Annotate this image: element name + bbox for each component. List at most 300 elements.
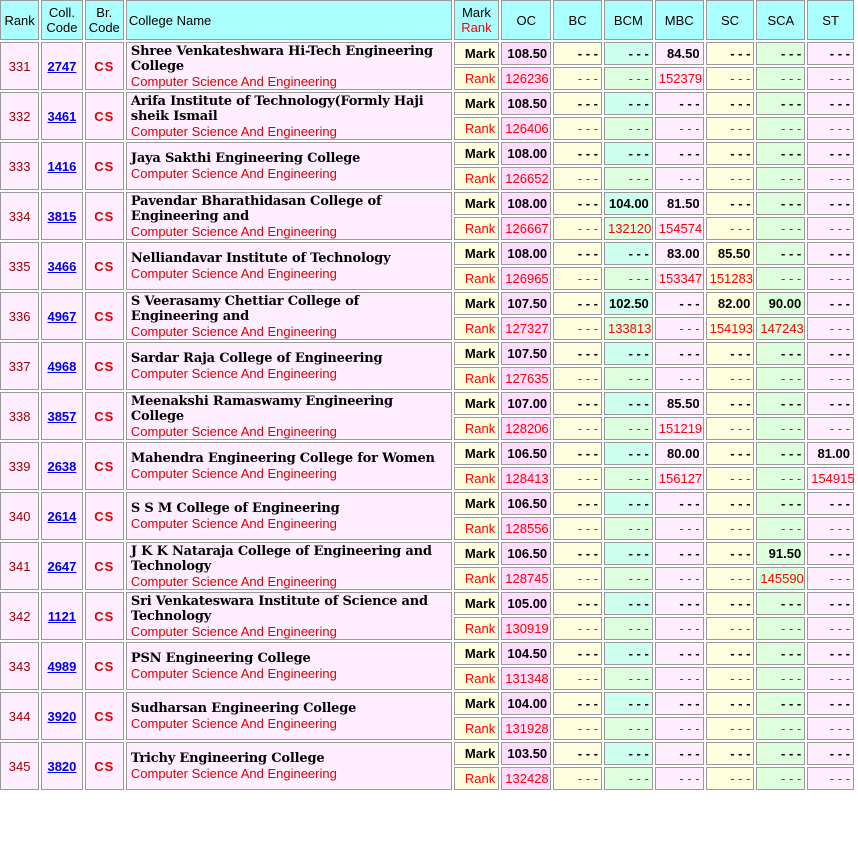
rank-value: - - -	[655, 167, 704, 190]
rank-value: 131928	[501, 717, 551, 740]
header-sc: SC	[706, 0, 755, 40]
college-code-cell	[41, 542, 82, 590]
rank-value: 126236	[501, 67, 551, 90]
college-name-cell	[126, 692, 452, 740]
mark-value: - - -	[553, 42, 602, 65]
mark-value: 103.50	[501, 742, 551, 765]
mark-label: Mark	[454, 492, 500, 515]
rank-value: 127635	[501, 367, 551, 390]
mark-value: 104.00	[604, 192, 653, 215]
college-code-cell	[41, 242, 82, 290]
rank-value: 126667	[501, 217, 551, 240]
college-name-cell	[126, 492, 452, 540]
header-br-code-line1: Br.	[96, 5, 113, 20]
mark-value: 108.00	[501, 192, 551, 215]
branch-code: CS	[85, 342, 124, 390]
mark-value: - - -	[655, 592, 704, 615]
mark-value: - - -	[553, 592, 602, 615]
branch-code: CS	[85, 392, 124, 440]
rank-value: - - -	[553, 167, 602, 190]
rank-value: - - -	[604, 617, 653, 640]
rank-value: 154193	[706, 317, 755, 340]
rank-value: - - -	[655, 567, 704, 590]
rank-value: 130919	[501, 617, 551, 640]
mark-value: - - -	[604, 592, 653, 615]
branch-name: Computer Science And Engineering	[130, 166, 337, 181]
mark-value: 84.50	[655, 42, 704, 65]
branch-code: CS	[85, 542, 124, 590]
mark-value: - - -	[553, 142, 602, 165]
table-row-mark	[0, 292, 854, 315]
branch-code: CS	[85, 42, 124, 90]
header-coll-code-line2: Code	[46, 20, 78, 35]
row-rank: 335	[0, 242, 39, 290]
mark-value: - - -	[604, 242, 653, 265]
header-rank-label: Rank	[461, 20, 492, 35]
branch-code: CS	[85, 142, 124, 190]
rank-value: - - -	[604, 467, 653, 490]
header-br-code	[85, 0, 124, 40]
rank-value: - - -	[553, 667, 602, 690]
mark-value: - - -	[553, 342, 602, 365]
mark-value: - - -	[604, 392, 653, 415]
header-mark: Mark	[462, 5, 491, 20]
mark-value: - - -	[807, 242, 854, 265]
mark-value: - - -	[655, 492, 704, 515]
rank-value: - - -	[553, 617, 602, 640]
mark-value: 106.50	[501, 442, 551, 465]
college-name: Arifa Institute of Technology(Formly Haji sheik Ismail	[130, 93, 424, 124]
mark-value: - - -	[655, 642, 704, 665]
rank-label: Rank	[454, 217, 500, 240]
college-code-link[interactable]: 2638	[47, 458, 77, 474]
branch-code: CS	[85, 292, 124, 340]
rank-value: - - -	[604, 117, 653, 140]
mark-value: - - -	[807, 392, 854, 415]
college-name-cell	[126, 242, 452, 290]
row-rank: 343	[0, 642, 39, 690]
branch-name: Computer Science And Engineering	[130, 516, 337, 531]
college-name: Mahendra Engineering College for Women	[130, 451, 435, 466]
mark-value: - - -	[807, 292, 854, 315]
rank-value: - - -	[553, 367, 602, 390]
rank-value: - - -	[655, 367, 704, 390]
mark-label: Mark	[454, 42, 500, 65]
row-rank: 339	[0, 442, 39, 490]
rank-value: - - -	[756, 517, 805, 540]
mark-label: Mark	[454, 142, 500, 165]
mark-value: - - -	[706, 192, 755, 215]
rank-value: - - -	[604, 667, 653, 690]
rank-value: 131348	[501, 667, 551, 690]
branch-name: Computer Science And Engineering	[130, 223, 337, 239]
mark-value: 80.00	[655, 442, 704, 465]
table-row-mark	[0, 342, 854, 365]
rank-value: - - -	[756, 217, 805, 240]
branch-name: Computer Science And Engineering	[130, 623, 337, 639]
college-name-cell	[126, 192, 452, 240]
rank-value: 152379	[655, 67, 704, 90]
rank-value: 154915	[807, 467, 854, 490]
rank-value: - - -	[756, 267, 805, 290]
mark-value: 83.00	[655, 242, 704, 265]
mark-value: - - -	[553, 642, 602, 665]
header-mbc: MBC	[655, 0, 704, 40]
mark-value: - - -	[604, 42, 653, 65]
table-row-mark	[0, 392, 854, 415]
rank-value: 145590	[756, 567, 805, 590]
college-code-link[interactable]: 1416	[47, 158, 77, 174]
mark-value: - - -	[756, 392, 805, 415]
mark-value: - - -	[655, 142, 704, 165]
mark-value: 82.00	[706, 292, 755, 315]
rank-value: - - -	[604, 567, 653, 590]
college-code-cell	[41, 642, 82, 690]
row-rank: 344	[0, 692, 39, 740]
college-code-link[interactable]: 2647	[47, 558, 77, 574]
rank-value: - - -	[553, 717, 602, 740]
mark-value: - - -	[655, 342, 704, 365]
college-name: Sri Venkateswara Institute of Science and Technology	[130, 593, 428, 624]
rank-value: 156127	[655, 467, 704, 490]
mark-value: - - -	[706, 742, 755, 765]
mark-value: 91.50	[756, 542, 805, 565]
rank-value: - - -	[553, 67, 602, 90]
rank-value: - - -	[706, 617, 755, 640]
college-name: Nelliandavar Institute of Technology	[130, 251, 391, 266]
rank-value: - - -	[807, 567, 854, 590]
rank-value: - - -	[706, 717, 755, 740]
mark-value: - - -	[553, 692, 602, 715]
college-code-link[interactable]: 3815	[47, 208, 77, 224]
rank-value: - - -	[553, 767, 602, 790]
mark-value: - - -	[706, 542, 755, 565]
header-row	[0, 0, 854, 40]
college-code-cell	[41, 142, 82, 190]
mark-value: - - -	[604, 342, 653, 365]
college-name: Trichy Engineering College	[130, 751, 325, 766]
rank-value: 151219	[655, 417, 704, 440]
college-name-cell	[126, 292, 452, 340]
mark-value: 81.00	[807, 442, 854, 465]
mark-value: 108.00	[501, 242, 551, 265]
college-code-link[interactable]: 2614	[47, 508, 77, 524]
college-name: Meenakshi Ramaswamy Engineering College	[130, 393, 393, 424]
header-rank: Rank	[0, 0, 39, 40]
mark-value: - - -	[553, 242, 602, 265]
mark-value: - - -	[604, 542, 653, 565]
college-code-cell	[41, 392, 82, 440]
rank-label: Rank	[454, 167, 500, 190]
table-row-mark	[0, 742, 854, 765]
rank-value: 126406	[501, 117, 551, 140]
mark-value: - - -	[807, 692, 854, 715]
college-code-link[interactable]: 3461	[47, 108, 77, 124]
header-br-code-line2: Code	[88, 20, 120, 35]
mark-value: 107.50	[501, 292, 551, 315]
mark-value: - - -	[553, 392, 602, 415]
rank-value: - - -	[706, 67, 755, 90]
branch-code: CS	[85, 92, 124, 140]
rank-value: - - -	[706, 217, 755, 240]
mark-value: - - -	[756, 592, 805, 615]
mark-value: - - -	[807, 92, 854, 115]
rank-value: - - -	[756, 617, 805, 640]
header-coll-code	[41, 0, 82, 40]
rank-value: - - -	[655, 667, 704, 690]
rank-value: 132428	[501, 767, 551, 790]
mark-value: - - -	[807, 142, 854, 165]
mark-value: - - -	[756, 192, 805, 215]
rank-value: - - -	[807, 267, 854, 290]
rank-value: - - -	[604, 367, 653, 390]
college-code-cell	[41, 692, 82, 740]
college-code-link[interactable]: 4989	[47, 658, 77, 674]
row-rank: 332	[0, 92, 39, 140]
rank-value: 128413	[501, 467, 551, 490]
college-name-cell	[126, 542, 452, 590]
mark-value: - - -	[706, 692, 755, 715]
rank-value: - - -	[807, 667, 854, 690]
college-name: PSN Engineering College	[130, 651, 311, 666]
college-name-cell	[126, 592, 452, 640]
mark-value: - - -	[807, 42, 854, 65]
college-code-link[interactable]: 3820	[47, 758, 77, 774]
college-name-cell	[126, 42, 452, 90]
branch-code: CS	[85, 592, 124, 640]
mark-label: Mark	[454, 242, 500, 265]
rank-value: - - -	[553, 267, 602, 290]
mark-value: 106.50	[501, 492, 551, 515]
mark-label: Mark	[454, 392, 500, 415]
rank-label: Rank	[454, 267, 500, 290]
row-rank: 345	[0, 742, 39, 790]
college-code-cell	[41, 342, 82, 390]
branch-name: Computer Science And Engineering	[130, 466, 337, 481]
mark-value: - - -	[604, 642, 653, 665]
college-name-cell	[126, 442, 452, 490]
rank-value: - - -	[807, 317, 854, 340]
rank-label: Rank	[454, 317, 500, 340]
branch-name: Computer Science And Engineering	[130, 123, 337, 139]
rank-value: 153347	[655, 267, 704, 290]
rank-value: - - -	[807, 367, 854, 390]
college-code-link[interactable]: 3466	[47, 258, 77, 274]
mark-value: - - -	[756, 742, 805, 765]
college-name: S S M College of Engineering	[130, 501, 340, 516]
table-row-mark	[0, 192, 854, 215]
mark-value: - - -	[655, 92, 704, 115]
mark-value: - - -	[655, 742, 704, 765]
rank-label: Rank	[454, 67, 500, 90]
mark-value: 107.50	[501, 342, 551, 365]
college-code-link[interactable]: 3857	[47, 408, 77, 424]
branch-name: Computer Science And Engineering	[130, 266, 337, 281]
table-row-mark	[0, 92, 854, 115]
college-name-cell	[126, 142, 452, 190]
college-name-cell	[126, 342, 452, 390]
college-name-cell	[126, 642, 452, 690]
header-sca: SCA	[756, 0, 805, 40]
college-code-link[interactable]: 2747	[47, 58, 77, 74]
mark-value: - - -	[807, 342, 854, 365]
rank-value: - - -	[756, 767, 805, 790]
mark-value: - - -	[655, 542, 704, 565]
rank-value: - - -	[553, 417, 602, 440]
mark-label: Mark	[454, 192, 500, 215]
mark-value: - - -	[655, 292, 704, 315]
mark-value: 105.00	[501, 592, 551, 615]
row-rank: 336	[0, 292, 39, 340]
mark-value: 104.00	[501, 692, 551, 715]
mark-value: - - -	[706, 442, 755, 465]
mark-value: - - -	[756, 442, 805, 465]
row-rank: 334	[0, 192, 39, 240]
branch-code: CS	[85, 442, 124, 490]
rank-value: 128556	[501, 517, 551, 540]
rank-value: - - -	[807, 717, 854, 740]
college-name-cell	[126, 92, 452, 140]
college-code-cell	[41, 292, 82, 340]
rank-value: - - -	[553, 567, 602, 590]
mark-value: 108.00	[501, 142, 551, 165]
mark-label: Mark	[454, 292, 500, 315]
mark-value: - - -	[706, 592, 755, 615]
rank-value: - - -	[655, 767, 704, 790]
rank-value: - - -	[756, 667, 805, 690]
rank-value: - - -	[807, 217, 854, 240]
rank-value: - - -	[807, 117, 854, 140]
branch-name: Computer Science And Engineering	[130, 323, 337, 339]
college-code-cell	[41, 742, 82, 790]
table-row-mark	[0, 42, 854, 65]
header-oc: OC	[501, 0, 551, 40]
mark-value: 104.50	[501, 642, 551, 665]
mark-value: 102.50	[604, 292, 653, 315]
rank-value: - - -	[807, 67, 854, 90]
mark-value: - - -	[604, 492, 653, 515]
college-code-cell	[41, 42, 82, 90]
row-rank: 340	[0, 492, 39, 540]
mark-value: - - -	[807, 492, 854, 515]
row-rank: 331	[0, 42, 39, 90]
rank-value: - - -	[604, 417, 653, 440]
college-code-link[interactable]: 1121	[47, 608, 77, 624]
mark-value: - - -	[807, 192, 854, 215]
rank-label: Rank	[454, 767, 500, 790]
rank-label: Rank	[454, 417, 500, 440]
branch-name: Computer Science And Engineering	[130, 666, 337, 681]
rank-value: - - -	[706, 367, 755, 390]
mark-value: - - -	[553, 292, 602, 315]
rank-value: - - -	[807, 417, 854, 440]
rank-label: Rank	[454, 667, 500, 690]
college-code-cell	[41, 492, 82, 540]
mark-label: Mark	[454, 92, 500, 115]
rank-value: - - -	[604, 67, 653, 90]
mark-value: - - -	[655, 692, 704, 715]
rank-value: 128745	[501, 567, 551, 590]
table-row-mark	[0, 692, 854, 715]
mark-value: - - -	[706, 142, 755, 165]
rank-label: Rank	[454, 567, 500, 590]
college-code-link[interactable]: 4967	[47, 308, 77, 324]
rank-value: - - -	[807, 167, 854, 190]
rank-label: Rank	[454, 617, 500, 640]
header-bc: BC	[553, 0, 602, 40]
mark-label: Mark	[454, 442, 500, 465]
college-name: Shree Venkateshwara Hi-Tech Engineering College	[130, 43, 433, 74]
branch-code: CS	[85, 642, 124, 690]
rank-value: - - -	[655, 517, 704, 540]
college-code-cell	[41, 192, 82, 240]
rank-value: 151283	[706, 267, 755, 290]
rank-value: - - -	[756, 67, 805, 90]
mark-value: - - -	[807, 592, 854, 615]
mark-value: - - -	[807, 642, 854, 665]
mark-value: - - -	[756, 492, 805, 515]
rank-value: 128206	[501, 417, 551, 440]
mark-value: 85.50	[706, 242, 755, 265]
mark-label: Mark	[454, 642, 500, 665]
mark-value: - - -	[756, 142, 805, 165]
college-code-link[interactable]: 3920	[47, 708, 77, 724]
rank-value: - - -	[706, 767, 755, 790]
rank-value: - - -	[604, 717, 653, 740]
college-code-link[interactable]: 4968	[47, 358, 77, 374]
mark-value: 90.00	[756, 292, 805, 315]
mark-value: 85.50	[655, 392, 704, 415]
college-code-cell	[41, 592, 82, 640]
rank-value: - - -	[756, 467, 805, 490]
college-name: Pavendar Bharathidasan College of Engineering and	[130, 193, 382, 224]
branch-code: CS	[85, 192, 124, 240]
college-code-cell	[41, 442, 82, 490]
table-row-mark	[0, 642, 854, 665]
mark-value: - - -	[706, 42, 755, 65]
header-bcm: BCM	[604, 0, 653, 40]
mark-value: - - -	[604, 442, 653, 465]
college-name: Jaya Sakthi Engineering College	[130, 151, 361, 166]
table-row-mark	[0, 492, 854, 515]
rank-value: - - -	[706, 667, 755, 690]
college-name: J K K Nataraja College of Engineering and Technology	[130, 543, 432, 574]
mark-value: - - -	[706, 92, 755, 115]
mark-label: Mark	[454, 342, 500, 365]
header-mark-rank	[454, 0, 500, 40]
mark-value: - - -	[706, 642, 755, 665]
rank-value: 132120	[604, 217, 653, 240]
rank-value: - - -	[756, 367, 805, 390]
mark-label: Mark	[454, 542, 500, 565]
mark-value: 81.50	[655, 192, 704, 215]
mark-value: 107.00	[501, 392, 551, 415]
rank-value: - - -	[807, 617, 854, 640]
rank-value: - - -	[807, 517, 854, 540]
mark-value: - - -	[756, 692, 805, 715]
header-college-name: College Name	[126, 0, 452, 40]
rank-label: Rank	[454, 467, 500, 490]
mark-value: - - -	[553, 92, 602, 115]
table-row-mark	[0, 592, 854, 615]
rank-value: - - -	[553, 517, 602, 540]
branch-code: CS	[85, 492, 124, 540]
row-rank: 333	[0, 142, 39, 190]
rank-label: Rank	[454, 517, 500, 540]
rank-value: 126652	[501, 167, 551, 190]
mark-value: - - -	[756, 92, 805, 115]
rank-label: Rank	[454, 367, 500, 390]
